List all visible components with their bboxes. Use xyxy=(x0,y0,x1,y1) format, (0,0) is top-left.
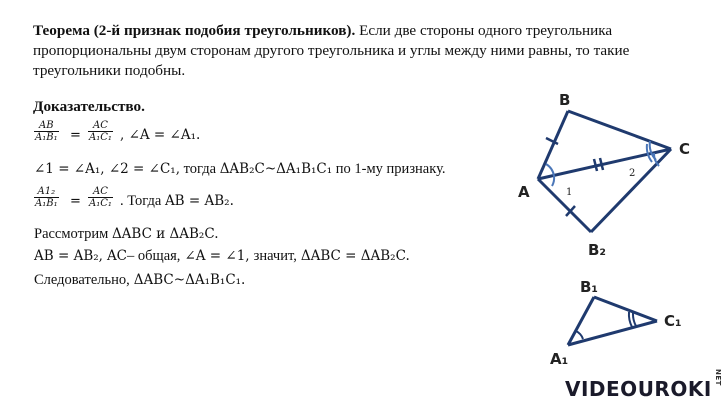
fraction-ac-num: AC xyxy=(93,120,108,131)
label-a1: A₁ xyxy=(550,350,569,368)
fraction-ab-den: A₁B₁ xyxy=(35,132,58,143)
label-c: C xyxy=(679,140,691,158)
fraction-ac-2-num: AC xyxy=(93,186,108,197)
angle-a-arc xyxy=(546,164,554,176)
proof-title: Доказательство. xyxy=(33,98,145,115)
logo-net: NET xyxy=(713,369,722,386)
proof-line2-math-b: ΔAB₂C~ΔA₁B₁C₁ xyxy=(219,161,333,177)
angle-label-2: 2 xyxy=(629,168,636,179)
fraction-a1-num: A1₂ xyxy=(37,186,56,197)
equals-sign-2: = xyxy=(70,194,81,209)
angle-1-arc xyxy=(552,176,554,186)
fraction-ac-den: A₁C₁ xyxy=(89,132,112,143)
tick-ac-1 xyxy=(594,159,597,171)
label-b1: B₁ xyxy=(580,278,599,296)
side-b2c xyxy=(591,149,671,232)
videouroki-logo xyxy=(565,369,722,401)
label-b: B xyxy=(559,91,571,109)
proof-line5-text-b: – общая, xyxy=(127,248,181,264)
side-ab2 xyxy=(538,179,591,232)
fraction-ac-2-den: A₁C₁ xyxy=(89,198,112,209)
angle-c1-arc xyxy=(633,313,636,326)
label-a: A xyxy=(518,183,530,201)
angle-a1-arc xyxy=(576,331,583,339)
side-ab xyxy=(538,111,568,179)
side-a1c1 xyxy=(568,321,657,345)
equals-sign-1: = xyxy=(70,128,81,143)
proof-line5-text-c: значит, xyxy=(253,248,297,264)
side-bc xyxy=(568,111,671,149)
fraction-a1-den: A₁B₁ xyxy=(35,198,58,209)
triangle-abc xyxy=(538,111,671,232)
proof-line2-math-a: ∠1 = ∠A₁, ∠2 = ∠C₁, xyxy=(34,161,180,177)
label-c1: C₁ xyxy=(664,312,682,330)
proof-line5-math-c: ∠A = ∠1, xyxy=(184,248,250,264)
proof-line6-math: ΔABC~ΔA₁B₁C₁. xyxy=(133,272,246,288)
fraction-ab-num: AB xyxy=(39,120,54,131)
side-b1c1 xyxy=(594,297,657,321)
proof-line3-text: . Тогда xyxy=(120,193,165,209)
proof-line3-math: AB = AB₂. xyxy=(164,193,234,209)
proof-line2-text: тогда xyxy=(180,161,220,177)
theorem-body: Если две стороны одного треугольника пропорциональны двум сторонам другого треугольника и углы между ними равны, то такие треугольники подобны. xyxy=(33,22,630,79)
proof-line5-math-a: AB = AB₂, xyxy=(34,248,103,264)
proof-line5-math-b: AC xyxy=(106,248,128,264)
logo-vi: VI xyxy=(565,377,589,401)
theorem-title: Теорема (2-й признак подобия треугольников). xyxy=(33,22,356,39)
angle-c1-arc-2 xyxy=(629,312,632,327)
tick-ac-2 xyxy=(600,158,603,170)
proof-line6-text: Следовательно, xyxy=(34,272,130,288)
proof-line1-tail: , ∠A = ∠A₁. xyxy=(120,127,201,143)
angle-label-1: 1 xyxy=(566,187,573,198)
proof-line4-text: Рассмотрим xyxy=(34,226,112,242)
proof-line2-text-b: по 1-му признаку. xyxy=(332,161,446,177)
proof-line4-math: ΔABC и ΔAB₂C. xyxy=(111,226,219,242)
triangle-a1b1c1 xyxy=(568,297,657,345)
proof-line5-math-d: ΔABC = ΔAB₂C. xyxy=(300,248,410,264)
logo-rest: DEOUROKI xyxy=(588,377,712,401)
label-b2: B₂ xyxy=(588,241,607,259)
